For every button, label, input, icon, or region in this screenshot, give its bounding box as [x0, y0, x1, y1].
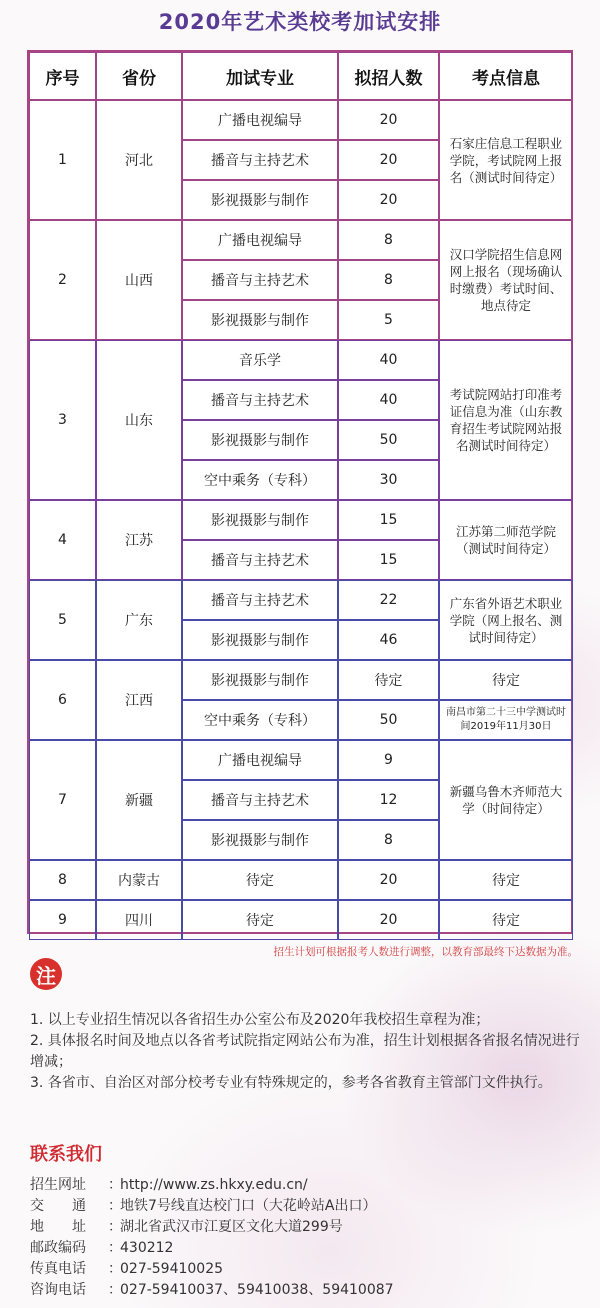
contact-label: 地 址 — [30, 1219, 86, 1235]
count-cell: 20 — [338, 180, 439, 220]
province-cell: 江苏 — [96, 500, 182, 580]
contact-row-website: 招生网址 ： http://www.zs.hkxy.edu.cn/ — [30, 1175, 590, 1196]
header-site: 考点信息 — [439, 52, 573, 100]
province-cell: 四川 — [96, 900, 182, 940]
count-cell: 5 — [338, 300, 439, 340]
count-cell: 8 — [338, 220, 439, 260]
count-cell: 8 — [338, 260, 439, 300]
contact-row-postcode: 邮政编码 ： 430212 — [30, 1238, 590, 1259]
contact-value: 地铁7号线直达校门口（大花岭站A出口） — [120, 1198, 377, 1214]
count-cell: 8 — [338, 820, 439, 860]
row-number: 7 — [29, 740, 96, 860]
contact-title: 联系我们 — [30, 1144, 102, 1165]
contact-row-fax: 传真电话 ： 027-59410025 — [30, 1259, 590, 1280]
site-info-cell: 南昌市第二十三中学测试时间2019年11月30日 — [439, 700, 573, 740]
adjust-note: 招生计划可根据报考人数进行调整，以教育部最终下达数据为准。 — [273, 946, 578, 958]
website-link[interactable]: http://www.zs.hkxy.edu.cn/ — [120, 1177, 308, 1193]
major-cell: 广播电视编导 — [182, 740, 338, 780]
count-cell: 40 — [338, 380, 439, 420]
site-info-cell: 待定 — [439, 900, 573, 940]
notes-list — [30, 1010, 580, 1094]
count-cell: 20 — [338, 140, 439, 180]
row-number: 9 — [29, 900, 96, 940]
contact-label: 交 通 — [30, 1198, 86, 1214]
site-info-cell: 石家庄信息工程职业学院，考试院网上报名（测试时间待定） — [439, 100, 573, 220]
site-info-cell: 广东省外语艺术职业学院（网上报名、测试时间待定） — [439, 580, 573, 660]
site-info-cell: 待定 — [439, 660, 573, 700]
count-cell: 20 — [338, 860, 439, 900]
major-cell: 播音与主持艺术 — [182, 140, 338, 180]
contact-label: 邮政编码 — [30, 1240, 86, 1256]
row-number: 2 — [29, 220, 96, 340]
row-number: 3 — [29, 340, 96, 500]
major-cell: 影视摄影与制作 — [182, 620, 338, 660]
contact-value: 湖北省武汉市江夏区文化大道299号 — [120, 1219, 343, 1235]
major-cell: 影视摄影与制作 — [182, 500, 338, 540]
province-cell: 新疆 — [96, 740, 182, 860]
contact-list — [30, 1175, 590, 1301]
major-cell: 广播电视编导 — [182, 220, 338, 260]
contact-label: 咨询电话 — [30, 1282, 86, 1298]
major-cell: 音乐学 — [182, 340, 338, 380]
note-item: 1. 以上专业招生情况以各省招生办公室公布及2020年我校招生章程为准； — [30, 1012, 490, 1028]
major-cell: 待定 — [182, 900, 338, 940]
count-cell: 40 — [338, 340, 439, 380]
header-province: 省份 — [96, 52, 182, 100]
count-cell: 50 — [338, 700, 439, 740]
major-cell: 影视摄影与制作 — [182, 300, 338, 340]
contact-value: 027-59410025 — [120, 1261, 224, 1277]
row-number: 6 — [29, 660, 96, 740]
row-number: 4 — [29, 500, 96, 580]
province-cell: 内蒙古 — [96, 860, 182, 900]
major-cell: 空中乘务（专科） — [182, 700, 338, 740]
contact-row-address: 地 址 ： 湖北省武汉市江夏区文化大道299号 — [30, 1217, 590, 1238]
page-title: 2020年艺术类校考加试安排 — [158, 10, 442, 34]
contact-value: 027-59410037、59410038、59410087 — [120, 1282, 394, 1298]
header-no: 序号 — [29, 52, 96, 100]
count-cell: 15 — [338, 500, 439, 540]
count-cell: 50 — [338, 420, 439, 460]
schedule-table — [27, 50, 573, 934]
major-cell: 影视摄影与制作 — [182, 820, 338, 860]
province-cell: 山东 — [96, 340, 182, 500]
count-cell: 20 — [338, 100, 439, 140]
note-badge: 注 — [30, 958, 62, 990]
count-cell: 30 — [338, 460, 439, 500]
major-cell: 广播电视编导 — [182, 100, 338, 140]
site-info-cell: 江苏第二师范学院（测试时间待定） — [439, 500, 573, 580]
header-major: 加试专业 — [182, 52, 338, 100]
major-cell: 影视摄影与制作 — [182, 420, 338, 460]
major-cell: 待定 — [182, 860, 338, 900]
major-cell: 播音与主持艺术 — [182, 580, 338, 620]
site-info-cell: 汉口学院招生信息网网上报名（现场确认时缴费）考试时间、地点待定 — [439, 220, 573, 340]
major-cell: 播音与主持艺术 — [182, 540, 338, 580]
count-cell: 20 — [338, 900, 439, 940]
note-item: 3. 各省市、自治区对部分校考专业有特殊规定的，参考各省教育主管部门文件执行。 — [30, 1075, 552, 1091]
count-cell: 待定 — [338, 660, 439, 700]
count-cell: 22 — [338, 580, 439, 620]
contact-value: 430212 — [120, 1240, 174, 1256]
site-info-cell: 考试院网站打印准考证信息为准（山东教育招生考试院网站报名测试时间待定） — [439, 340, 573, 500]
province-cell: 江西 — [96, 660, 182, 740]
count-cell: 15 — [338, 540, 439, 580]
site-info-cell: 新疆乌鲁木齐师范大学（时间待定） — [439, 740, 573, 860]
note-item: 2. 具体报名时间及地点以各省考试院指定网站公布为准，招生计划根据各省报名情况进行增减； — [30, 1033, 580, 1070]
row-number: 5 — [29, 580, 96, 660]
count-cell: 9 — [338, 740, 439, 780]
major-cell: 播音与主持艺术 — [182, 780, 338, 820]
row-number: 1 — [29, 100, 96, 220]
count-cell: 12 — [338, 780, 439, 820]
contact-label: 招生网址 — [30, 1177, 86, 1193]
major-cell: 空中乘务（专科） — [182, 460, 338, 500]
major-cell: 影视摄影与制作 — [182, 180, 338, 220]
count-cell: 46 — [338, 620, 439, 660]
province-cell: 河北 — [96, 100, 182, 220]
contact-row-phone: 咨询电话 ： 027-59410037、59410038、59410087 — [30, 1280, 590, 1301]
province-cell: 广东 — [96, 580, 182, 660]
site-info-cell: 待定 — [439, 860, 573, 900]
contact-label: 传真电话 — [30, 1261, 86, 1277]
header-count: 拟招人数 — [338, 52, 439, 100]
province-cell: 山西 — [96, 220, 182, 340]
major-cell: 播音与主持艺术 — [182, 260, 338, 300]
contact-row-transport: 交 通 ： 地铁7号线直达校门口（大花岭站A出口） — [30, 1196, 590, 1217]
major-cell: 影视摄影与制作 — [182, 660, 338, 700]
row-number: 8 — [29, 860, 96, 900]
major-cell: 播音与主持艺术 — [182, 380, 338, 420]
